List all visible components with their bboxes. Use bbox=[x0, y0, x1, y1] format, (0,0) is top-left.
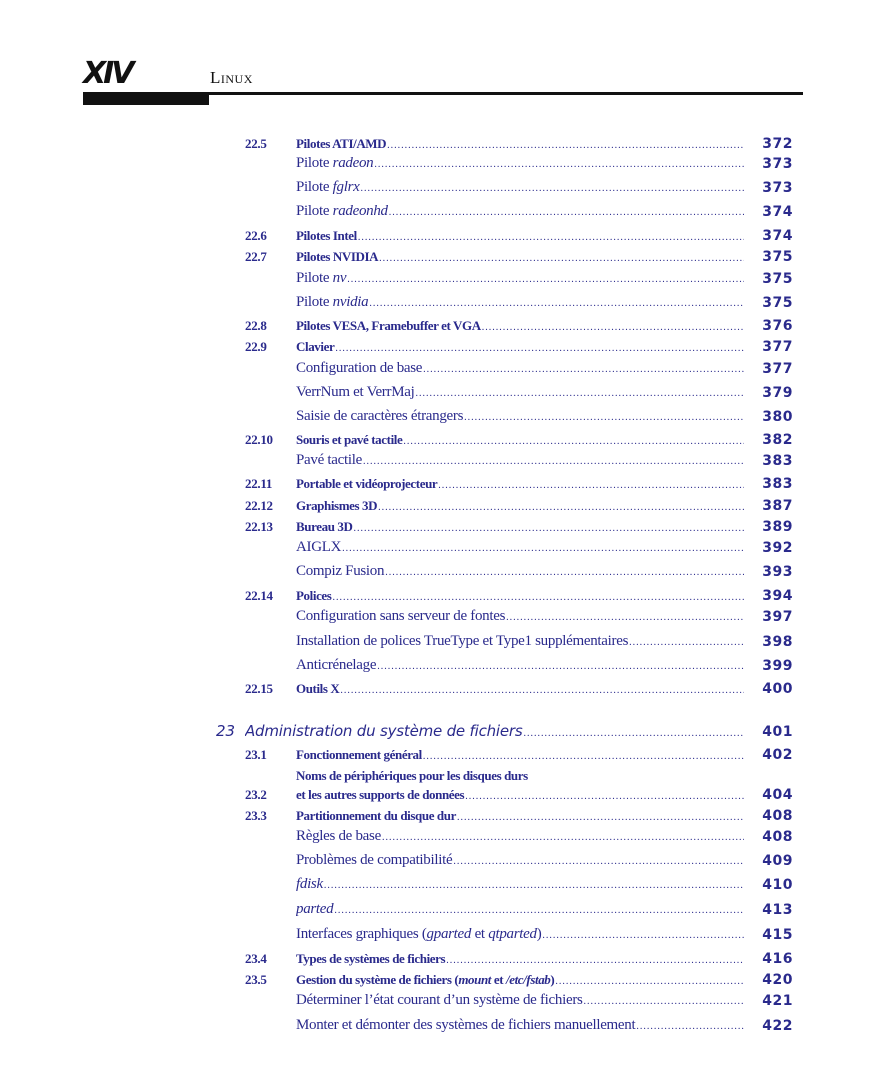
toc-entry[interactable] bbox=[0, 656, 885, 676]
title: Clavier bbox=[296, 339, 335, 354]
section-number: 22.15 bbox=[245, 681, 273, 696]
toc-entry[interactable] bbox=[0, 632, 885, 652]
toc-entry[interactable] bbox=[0, 875, 885, 895]
toc-entry[interactable] bbox=[0, 562, 885, 582]
toc-entry[interactable] bbox=[0, 178, 885, 198]
toc-entry[interactable] bbox=[0, 517, 885, 537]
title-text bbox=[296, 360, 422, 377]
entry-title bbox=[296, 657, 744, 674]
page-number: 410 bbox=[762, 877, 793, 893]
section-number: 22.5 bbox=[245, 136, 267, 151]
section-number: 22.13 bbox=[245, 519, 273, 534]
toc-entry[interactable] bbox=[0, 827, 885, 847]
title-text bbox=[296, 179, 360, 196]
toc-entry[interactable] bbox=[0, 949, 885, 969]
page-number: 383 bbox=[762, 453, 793, 469]
page-number: 408 bbox=[762, 829, 793, 845]
toc-entry[interactable] bbox=[0, 293, 885, 313]
entry-title bbox=[296, 608, 744, 625]
dot-leader bbox=[332, 592, 744, 603]
dot-leader bbox=[377, 661, 744, 672]
entry-title bbox=[296, 787, 744, 803]
toc-entry[interactable] bbox=[0, 226, 885, 246]
entry-title bbox=[296, 294, 744, 311]
dot-leader bbox=[358, 232, 744, 243]
dot-leader bbox=[524, 728, 744, 739]
title-italic: /etc/fstab bbox=[506, 972, 551, 987]
section-number: 23.1 bbox=[245, 747, 267, 762]
toc-entry[interactable] bbox=[0, 538, 885, 558]
page-number: 400 bbox=[762, 681, 793, 697]
toc-entry[interactable] bbox=[0, 970, 885, 990]
entry-title bbox=[296, 563, 744, 580]
toc-entry[interactable] bbox=[0, 359, 885, 379]
page-number: 375 bbox=[762, 249, 793, 265]
dot-leader bbox=[629, 637, 744, 648]
title-italic: gparted bbox=[426, 926, 472, 942]
title: Pilotes Intel bbox=[296, 228, 357, 243]
title-italic: parted bbox=[296, 901, 334, 917]
page-number: 374 bbox=[762, 228, 793, 244]
section-number: 22.14 bbox=[245, 588, 273, 603]
running-title: Linux bbox=[210, 68, 253, 87]
toc-entry[interactable] bbox=[0, 383, 885, 403]
page-number: 402 bbox=[762, 747, 793, 763]
title-suffix: ) bbox=[536, 926, 542, 942]
section-number: 22.6 bbox=[245, 228, 267, 243]
dot-leader bbox=[438, 480, 744, 491]
entry-title bbox=[296, 318, 744, 334]
title-joiner: et bbox=[471, 926, 489, 942]
title: Pavé tactile bbox=[296, 452, 362, 468]
toc-entry[interactable] bbox=[0, 202, 885, 222]
page-number: 372 bbox=[762, 136, 793, 152]
entry-title bbox=[296, 249, 744, 265]
dot-leader bbox=[555, 976, 744, 987]
title-text bbox=[296, 972, 554, 988]
page-number: 416 bbox=[762, 951, 793, 967]
title: Interfaces graphiques ( bbox=[296, 926, 427, 942]
dot-leader bbox=[334, 905, 744, 916]
dot-leader bbox=[457, 812, 744, 823]
title-text bbox=[296, 633, 628, 650]
title-text bbox=[296, 339, 334, 355]
dot-leader bbox=[382, 832, 744, 843]
title-text bbox=[296, 155, 373, 172]
title-text bbox=[296, 539, 341, 556]
entry-title bbox=[296, 432, 744, 448]
title-text bbox=[296, 498, 377, 514]
toc-entry[interactable] bbox=[0, 1016, 885, 1036]
page-number: 377 bbox=[762, 361, 793, 377]
toc-entry[interactable] bbox=[0, 722, 885, 742]
page-number: 408 bbox=[762, 808, 793, 824]
entry-title bbox=[296, 203, 744, 220]
chapter-number: 23 bbox=[216, 722, 236, 740]
entry-title bbox=[296, 408, 744, 425]
entry-title bbox=[296, 633, 744, 650]
entry-title bbox=[296, 228, 744, 244]
toc-entry[interactable] bbox=[0, 851, 885, 871]
page-number: 422 bbox=[762, 1018, 793, 1034]
title-text bbox=[296, 681, 339, 697]
page-number: 404 bbox=[762, 787, 793, 803]
section-number: 22.7 bbox=[245, 249, 267, 264]
title-italic: radeonhd bbox=[332, 203, 388, 219]
toc-entry[interactable] bbox=[0, 474, 885, 494]
header-rule-accent bbox=[83, 95, 209, 105]
page-number: 392 bbox=[762, 540, 793, 556]
title-text bbox=[296, 852, 452, 869]
page-number: 376 bbox=[762, 318, 793, 334]
toc-entry[interactable] bbox=[0, 269, 885, 289]
title-text bbox=[296, 787, 464, 803]
page-number: 382 bbox=[762, 432, 793, 448]
title: Pilote bbox=[296, 203, 333, 219]
title-italic: fglrx bbox=[332, 179, 360, 195]
toc-entry[interactable] bbox=[0, 607, 885, 627]
title-text bbox=[296, 588, 331, 604]
toc-entry[interactable] bbox=[0, 768, 885, 805]
entry-title bbox=[296, 926, 744, 943]
title: Anticrénelage bbox=[296, 657, 377, 673]
title-italic: qtparted bbox=[488, 926, 537, 942]
page-number: 380 bbox=[762, 409, 793, 425]
page-number: 398 bbox=[762, 634, 793, 650]
dot-leader bbox=[584, 996, 744, 1007]
title: et les autres supports de données bbox=[296, 787, 465, 802]
toc-entry[interactable] bbox=[0, 745, 885, 765]
title-text bbox=[296, 432, 402, 448]
entry-title bbox=[296, 852, 744, 869]
title: Configuration de base bbox=[296, 360, 423, 376]
page-number: 415 bbox=[762, 927, 793, 943]
entry-title bbox=[245, 722, 744, 740]
entry-title bbox=[296, 360, 744, 377]
page-number: 401 bbox=[762, 724, 793, 740]
toc-entry[interactable] bbox=[0, 900, 885, 920]
title: Pilotes VESA, Framebuffer et VGA bbox=[296, 318, 481, 333]
title: Déterminer l’état courant d’un système de fichiers bbox=[296, 992, 583, 1008]
title: Monter et démonter des systèmes de fichiers manuellement bbox=[296, 1017, 636, 1033]
title-text bbox=[296, 747, 422, 763]
title-italic: nvidia bbox=[332, 294, 369, 310]
title-text bbox=[296, 951, 445, 967]
dot-leader bbox=[446, 955, 744, 966]
page-number: 413 bbox=[762, 902, 793, 918]
dot-leader bbox=[369, 298, 744, 309]
page-number: 421 bbox=[762, 993, 793, 1009]
dot-leader bbox=[347, 274, 744, 285]
title: Compiz Fusion bbox=[296, 563, 385, 579]
title-italic: radeon bbox=[332, 155, 374, 171]
title: Pilote bbox=[296, 155, 333, 171]
toc-entry[interactable] bbox=[0, 430, 885, 450]
entry-title bbox=[296, 808, 744, 824]
section-title-line1: Noms de périphériques pour les disques durs bbox=[296, 768, 528, 783]
entry-title bbox=[296, 901, 744, 918]
title-text bbox=[296, 228, 357, 244]
title-text bbox=[296, 828, 381, 845]
section-number: 22.12 bbox=[245, 498, 273, 513]
title: Pilotes ATI/AMD bbox=[296, 136, 387, 151]
title-text bbox=[296, 657, 376, 674]
title-text bbox=[296, 384, 414, 401]
dot-leader bbox=[324, 880, 744, 891]
section-number: 22.8 bbox=[245, 318, 267, 333]
entry-title bbox=[296, 476, 744, 492]
title: Partitionnement du disque dur bbox=[296, 808, 456, 823]
entry-title bbox=[296, 1017, 744, 1034]
title: Pilote bbox=[296, 270, 333, 286]
toc-entry[interactable] bbox=[0, 337, 885, 357]
dot-leader bbox=[415, 388, 744, 399]
page-number: 399 bbox=[762, 658, 793, 674]
page-number: 383 bbox=[762, 476, 793, 492]
title-italic: fdisk bbox=[296, 876, 323, 892]
dot-leader bbox=[464, 412, 744, 423]
entry-title bbox=[296, 747, 744, 763]
title-text bbox=[296, 452, 362, 469]
toc-entry[interactable] bbox=[0, 586, 885, 606]
dot-leader bbox=[423, 751, 744, 762]
entry-title bbox=[296, 270, 744, 287]
dot-leader bbox=[423, 364, 744, 375]
title: VerrNum et VerrMaj bbox=[296, 384, 415, 400]
dot-leader bbox=[482, 322, 744, 333]
title: Gestion du système de fichiers ( bbox=[296, 972, 459, 987]
page-number: 373 bbox=[762, 180, 793, 196]
title: Saisie de caractères étrangers bbox=[296, 408, 464, 424]
page-number: 379 bbox=[762, 385, 793, 401]
toc-entry[interactable] bbox=[0, 991, 885, 1011]
title-text bbox=[245, 722, 523, 740]
dot-leader bbox=[385, 567, 744, 578]
entry-title bbox=[296, 384, 744, 401]
section-number: 23.3 bbox=[245, 808, 267, 823]
page-number: 387 bbox=[762, 498, 793, 514]
title-text bbox=[296, 136, 386, 152]
toc-entry[interactable] bbox=[0, 407, 885, 427]
title-text bbox=[296, 926, 541, 943]
title-text bbox=[296, 270, 346, 287]
page-number: 375 bbox=[762, 295, 793, 311]
entry-title bbox=[296, 136, 744, 152]
page-number: 389 bbox=[762, 519, 793, 535]
toc-entry[interactable] bbox=[0, 451, 885, 471]
page-number: 377 bbox=[762, 339, 793, 355]
toc-entry[interactable] bbox=[0, 316, 885, 336]
dot-leader bbox=[453, 856, 744, 867]
entry-title bbox=[296, 179, 744, 196]
dot-leader bbox=[636, 1021, 744, 1032]
section-number: 22.9 bbox=[245, 339, 267, 354]
entry-title bbox=[296, 339, 744, 355]
title-text bbox=[296, 476, 437, 492]
page-number: XIV bbox=[83, 56, 132, 91]
title: Pilote bbox=[296, 179, 333, 195]
toc-entry[interactable] bbox=[0, 925, 885, 945]
entry-title bbox=[296, 992, 744, 1009]
dot-leader bbox=[506, 612, 744, 623]
dot-leader bbox=[353, 523, 744, 534]
entry-title bbox=[296, 951, 744, 967]
title: Fonctionnement général bbox=[296, 747, 422, 762]
entry-title bbox=[296, 519, 744, 535]
title: Installation de polices TrueType et Type1 supplémentaires bbox=[296, 633, 629, 649]
section-number: 23.4 bbox=[245, 951, 267, 966]
entry-title bbox=[296, 452, 744, 469]
toc-entry[interactable] bbox=[0, 679, 885, 699]
dot-leader bbox=[363, 456, 744, 467]
section-number: 22.10 bbox=[245, 432, 273, 447]
title-text bbox=[296, 408, 463, 425]
page-number: 409 bbox=[762, 853, 793, 869]
page-number: 397 bbox=[762, 609, 793, 625]
section-number: 23.5 bbox=[245, 972, 267, 987]
title-text bbox=[296, 608, 505, 625]
dot-leader bbox=[379, 253, 744, 264]
title-text bbox=[296, 318, 481, 334]
entry-title bbox=[296, 972, 744, 988]
title-text bbox=[296, 294, 368, 311]
title: Souris et pavé tactile bbox=[296, 432, 403, 447]
dot-leader bbox=[374, 159, 744, 170]
dot-leader bbox=[361, 183, 745, 194]
title: Règles de base bbox=[296, 828, 381, 844]
title: Outils X bbox=[296, 681, 340, 696]
entry-title bbox=[296, 588, 744, 604]
title: Portable et vidéoprojecteur bbox=[296, 476, 438, 491]
title-joiner: et bbox=[491, 972, 507, 987]
dot-leader bbox=[335, 343, 744, 354]
entry-title bbox=[296, 155, 744, 172]
section-number: 22.11 bbox=[245, 476, 273, 491]
dot-leader bbox=[378, 502, 744, 513]
title-text bbox=[296, 203, 388, 220]
toc-entry[interactable] bbox=[0, 154, 885, 174]
title: Configuration sans serveur de fontes bbox=[296, 608, 506, 624]
dot-leader bbox=[403, 436, 744, 447]
dot-leader bbox=[542, 930, 744, 941]
dot-leader bbox=[342, 543, 744, 554]
dot-leader bbox=[389, 207, 744, 218]
title-text bbox=[296, 901, 333, 918]
title-text bbox=[296, 992, 583, 1009]
title-text bbox=[296, 249, 378, 265]
title: Pilotes NVIDIA bbox=[296, 249, 379, 264]
page-number: 375 bbox=[762, 271, 793, 287]
title: Graphismes 3D bbox=[296, 498, 378, 513]
title-text bbox=[296, 808, 456, 824]
page-number: 373 bbox=[762, 156, 793, 172]
toc-entry[interactable] bbox=[0, 806, 885, 826]
entry-title bbox=[296, 539, 744, 556]
title-text bbox=[296, 1017, 635, 1034]
title: Bureau 3D bbox=[296, 519, 353, 534]
page-number: 393 bbox=[762, 564, 793, 580]
title: Administration du système de fichiers bbox=[245, 722, 523, 740]
page-number: 420 bbox=[762, 972, 793, 988]
title-text bbox=[296, 563, 384, 580]
entry-title bbox=[296, 876, 744, 893]
title: Pilote bbox=[296, 294, 333, 310]
title: Problèmes de compatibilité bbox=[296, 852, 453, 868]
title-suffix: ) bbox=[550, 972, 555, 987]
page-number: 394 bbox=[762, 588, 793, 604]
entry-title bbox=[296, 828, 744, 845]
title-italic: mount bbox=[458, 972, 492, 987]
dot-leader bbox=[340, 685, 744, 696]
title: Types de systèmes de fichiers bbox=[296, 951, 446, 966]
page-number: 374 bbox=[762, 204, 793, 220]
dot-leader bbox=[387, 140, 744, 151]
title-text bbox=[296, 876, 323, 893]
entry-title bbox=[296, 498, 744, 514]
entry-title bbox=[296, 681, 744, 697]
dot-leader bbox=[465, 791, 744, 802]
section-number: 23.2 bbox=[245, 787, 267, 802]
title: AIGLX bbox=[296, 539, 342, 555]
title-text bbox=[296, 519, 352, 535]
title-italic: nv bbox=[332, 270, 347, 286]
toc-entry[interactable] bbox=[0, 134, 885, 154]
toc-entry[interactable] bbox=[0, 247, 885, 267]
toc-entry[interactable] bbox=[0, 496, 885, 516]
title: Polices bbox=[296, 588, 332, 603]
